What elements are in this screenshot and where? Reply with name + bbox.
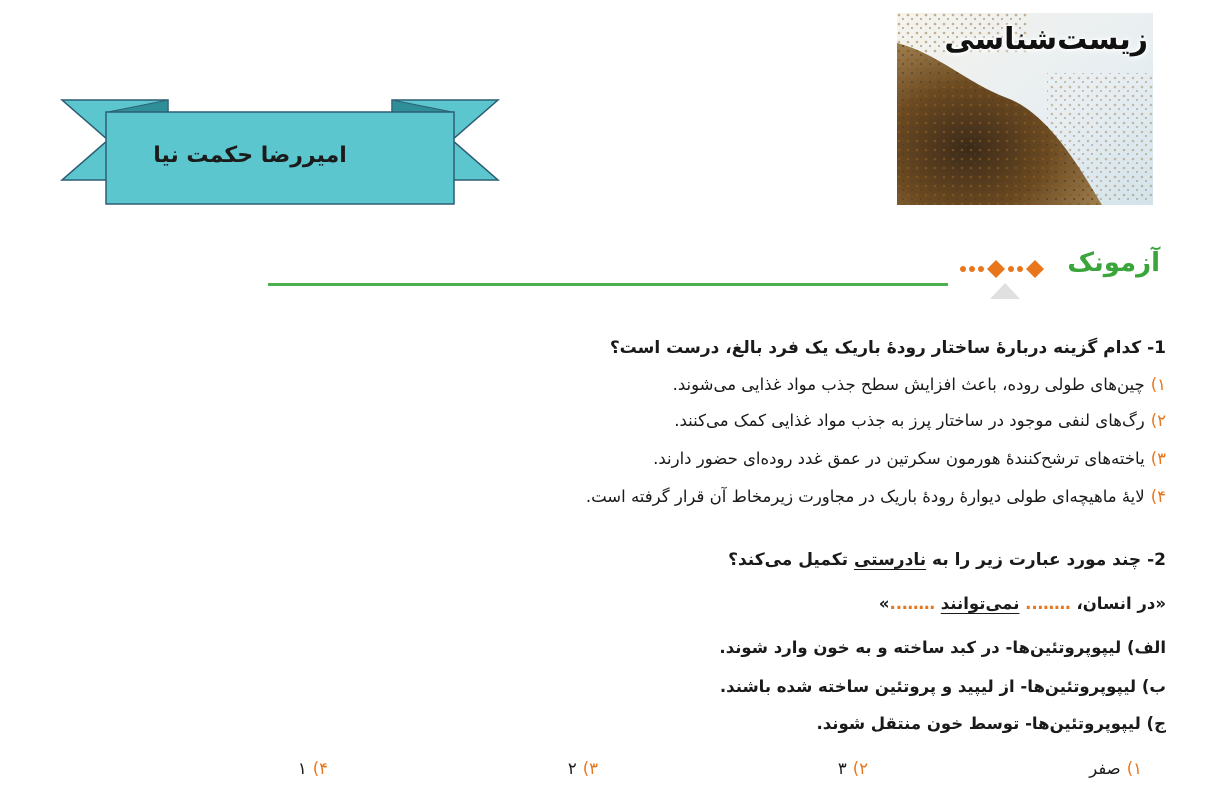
q2-option-1-number: ۱) [1126, 759, 1142, 778]
section-divider [268, 283, 948, 286]
question-2-text-before: چند مورد عبارت زیر را به [932, 550, 1142, 570]
diamond-dots-ornament [955, 256, 1055, 282]
q1-option-1-number: ۱) [1150, 375, 1166, 394]
q2-item-jim: ج) لیپوپروتئین‌ها- توسط خون منتقل شوند. [816, 714, 1166, 733]
q2-option-4[interactable] [298, 757, 328, 781]
question-1 [610, 336, 1166, 360]
q1-option-2-number: ۲) [1150, 411, 1166, 430]
q1-option-2-text: رگ‌های لنفی موجود در ساختار پرز به جذب مواد غذایی کمک می‌کنند. [674, 411, 1145, 430]
divider-notch [990, 281, 1020, 299]
stem-blank-1: …….. [1025, 594, 1071, 613]
question-2-number: 2- [1147, 550, 1166, 570]
q1-option-1-text: چین‌های طولی روده، باعث افزایش سطح جذب مواد غذایی می‌شوند. [672, 375, 1145, 394]
q2-option-4-number: ۴) [312, 759, 328, 778]
q2-option-2[interactable] [838, 757, 868, 781]
q2-option-2-text: ۳ [837, 759, 847, 778]
q2-option-2-number: ۲) [852, 759, 868, 778]
stem-blank-2: …….. [889, 594, 936, 613]
question-2-stem [879, 592, 1166, 616]
q1-option-1[interactable] [673, 373, 1166, 397]
question-1-text: کدام گزینه دربارهٔ ساختار رودهٔ باریک یک فرد بالغ، درست است؟ [609, 338, 1142, 358]
q2-option-3[interactable] [568, 757, 598, 781]
question-2-underlined: نادرستی [853, 550, 927, 570]
q1-option-2[interactable] [674, 409, 1166, 433]
q1-option-3-number: ۳) [1150, 449, 1166, 468]
q1-option-4[interactable] [586, 485, 1166, 509]
q2-option-3-number: ۳) [582, 759, 598, 778]
stem-open: «در انسان، [1076, 594, 1166, 613]
subject-title: زیست‌شناسی [944, 22, 1148, 57]
q2-option-1[interactable] [1089, 757, 1142, 781]
stem-close: » [878, 594, 890, 613]
q1-option-3-text: یاخته‌های ترشح‌کنندهٔ هورمون سکرتین در عمق غدد روده‌ای حضور دارند. [653, 449, 1145, 468]
author-name: امیررضا حکمت نیا [153, 143, 347, 168]
q2-item-alef: الف) لیپوپروتئین‌ها- در کبد ساخته و به خون وارد شوند. [719, 638, 1166, 657]
q2-option-1-text: صفر [1089, 759, 1121, 778]
section-title: آزمونک [1067, 248, 1160, 278]
q2-item-be: ب) لیپوپروتئین‌ها- از لیپید و پروتئین ساخته شده باشند. [719, 677, 1166, 696]
question-1-number: 1- [1147, 338, 1166, 358]
q2-option-3-text: ۲ [567, 759, 577, 778]
q1-option-3[interactable] [653, 447, 1166, 471]
q1-option-4-number: ۴) [1150, 487, 1166, 506]
question-2 [728, 548, 1166, 572]
q2-option-4-text: ۱ [297, 759, 307, 778]
q1-option-4-text: لایهٔ ماهیچه‌ای طولی دیوارهٔ رودهٔ باریک در مجاورت زیرمخاط آن قرار گرفته است. [585, 487, 1145, 506]
stem-underlined: نمی‌توانند [940, 594, 1020, 613]
question-2-text-after: تکمیل می‌کند؟ [728, 550, 849, 570]
